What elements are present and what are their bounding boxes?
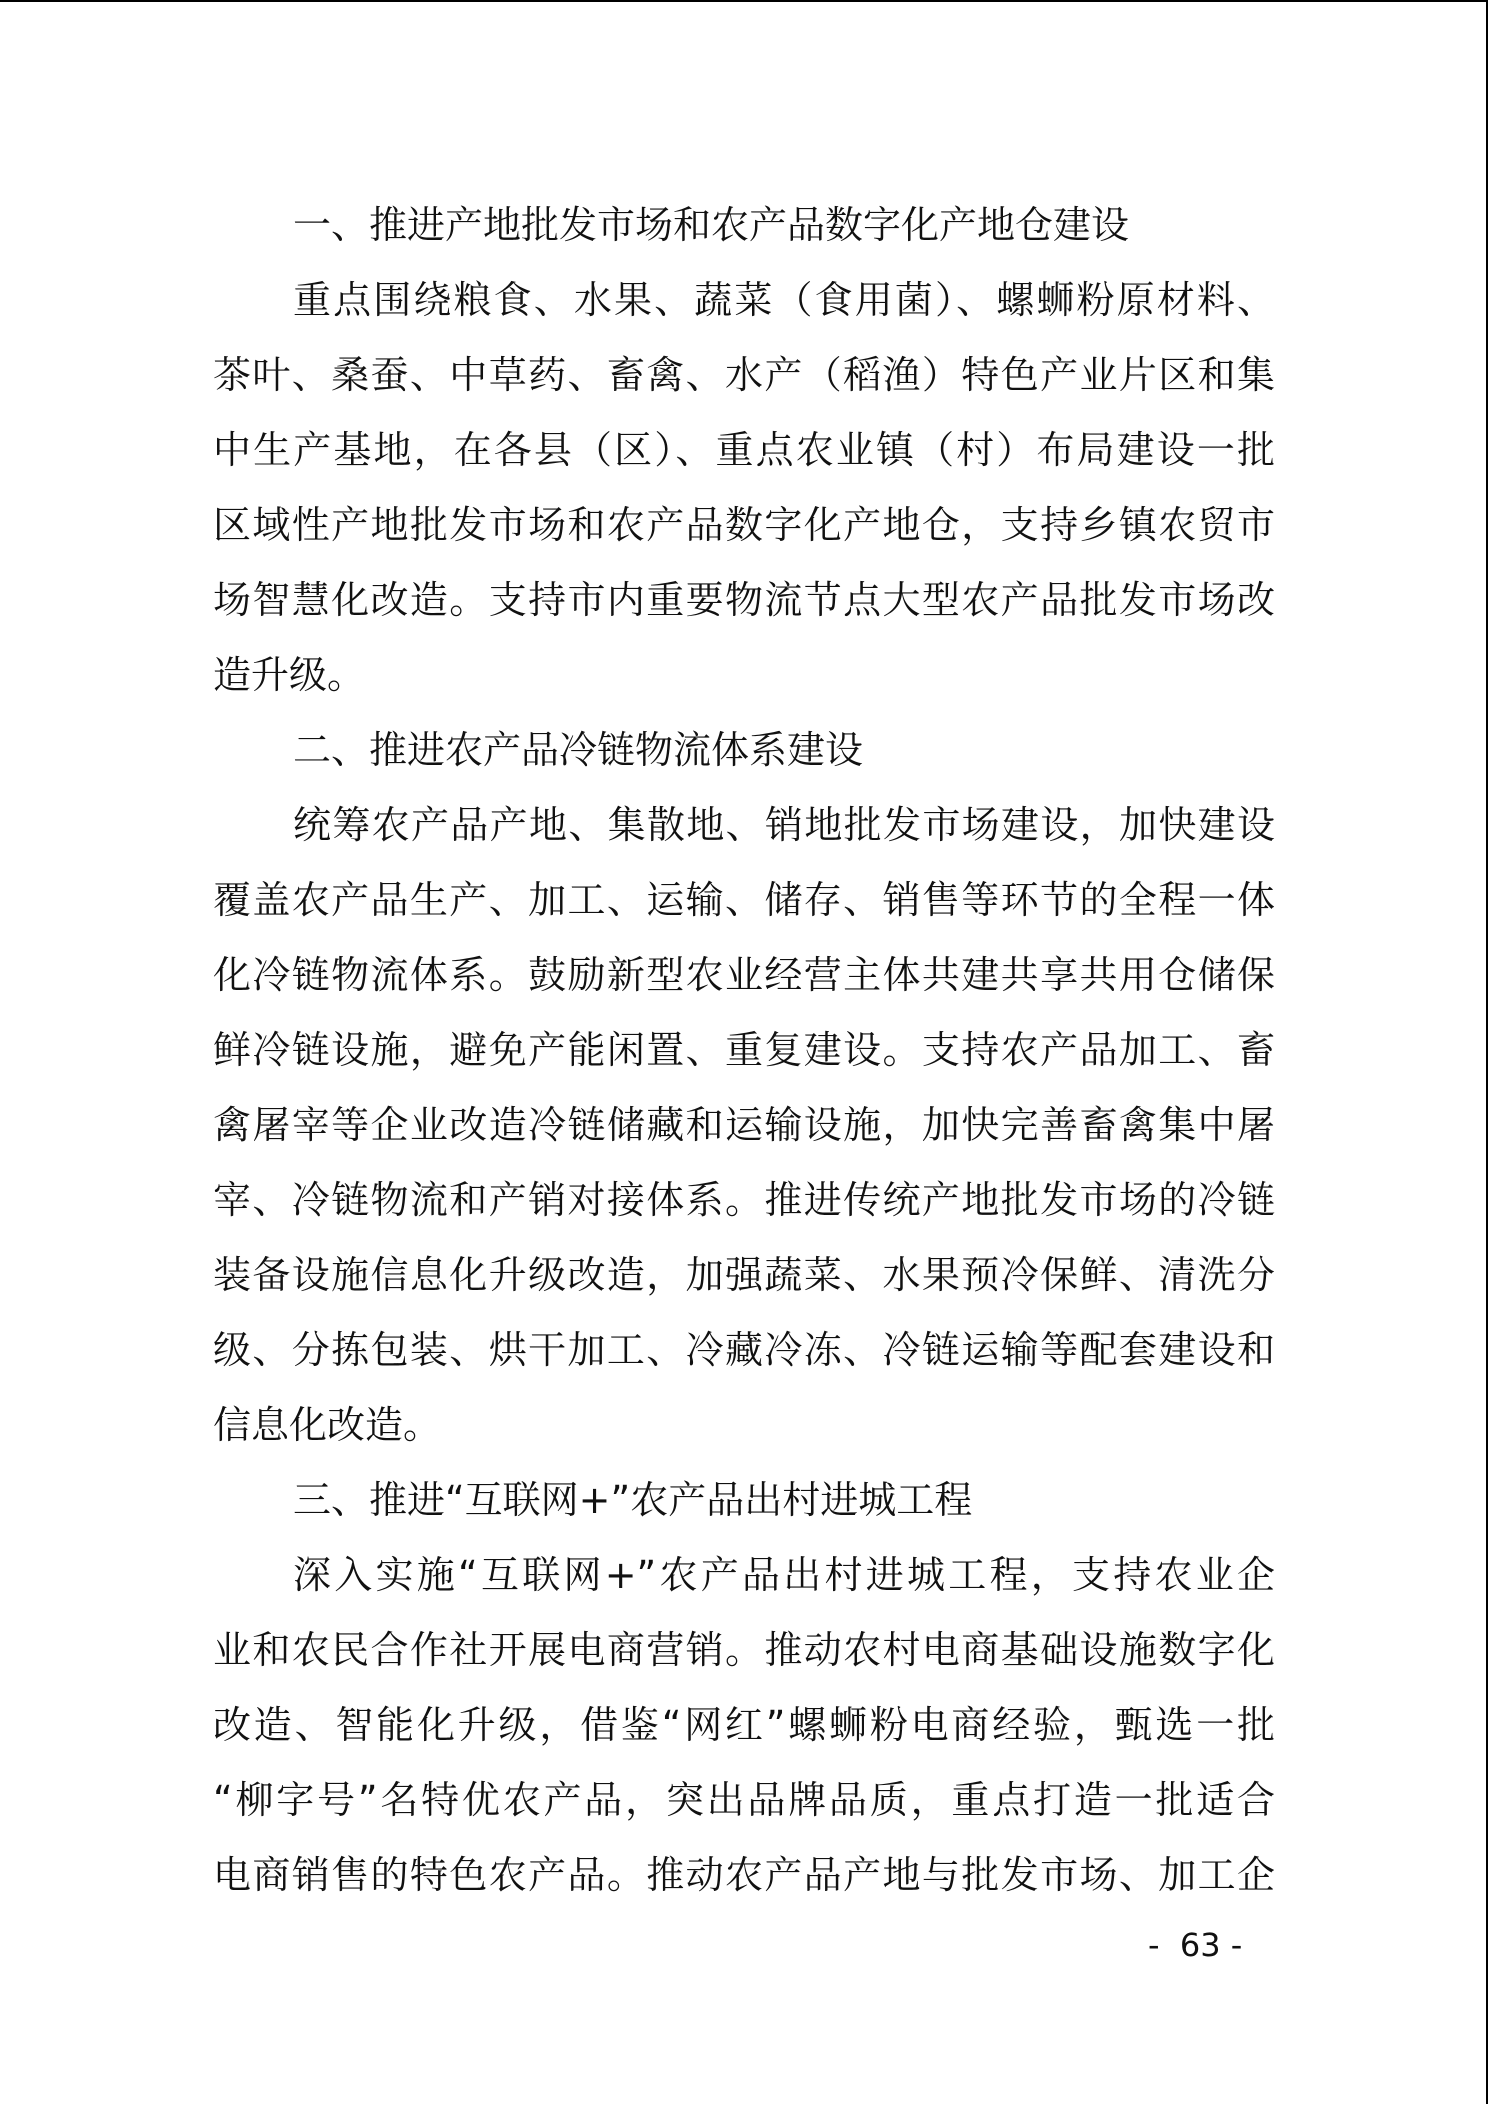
- paragraph-line: 覆盖农产品生产、加工、运输、储存、销售等环节的全程一体: [213, 878, 1275, 922]
- paragraph-line: 化冷链物流体系。鼓励新型农业经营主体共建共享共用仓储保: [213, 953, 1275, 997]
- section-heading-1: 一、推进产地批发市场和农产品数字化产地仓建设: [293, 203, 1130, 247]
- section-heading-2: 二、推进农产品冷链物流体系建设: [293, 728, 864, 772]
- paragraph-line: 统筹农产品产地、集散地、销地批发市场建设，加快建设: [293, 803, 1275, 847]
- paragraph-line: 级、分拣包装、烘干加工、冷藏冷冻、冷链运输等配套建设和: [213, 1328, 1275, 1372]
- paragraph-line: 改造、智能化升级，借鉴“网红”螺蛳粉电商经验，甄选一批: [213, 1703, 1275, 1747]
- document-body: [213, 188, 1275, 1913]
- paragraph-line: 电商销售的特色农产品。推动农产品产地与批发市场、加工企: [213, 1853, 1275, 1897]
- paragraph-line: 宰、冷链物流和产销对接体系。推进传统产地批发市场的冷链: [213, 1178, 1275, 1222]
- paragraph-line: 茶叶、桑蚕、中草药、畜禽、水产（稻渔）特色产业片区和集: [213, 353, 1275, 397]
- paragraph-line: 场智慧化改造。支持市内重要物流节点大型农产品批发市场改: [213, 578, 1275, 622]
- page-number: - 63 -: [1148, 1926, 1243, 1964]
- paragraph-line: 重点围绕粮食、水果、蔬菜（食用菌）、螺蛳粉原材料、: [293, 278, 1275, 322]
- paragraph-line: 造升级。: [213, 653, 366, 697]
- paragraph-line: 装备设施信息化升级改造，加强蔬菜、水果预冷保鲜、清洗分: [213, 1253, 1275, 1297]
- paragraph-line: “柳字号”名特优农产品，突出品牌品质，重点打造一批适合: [213, 1778, 1275, 1822]
- paragraph-line: 信息化改造。: [213, 1403, 442, 1447]
- page-top-border: [0, 0, 1488, 2]
- paragraph-line: 区域性产地批发市场和农产品数字化产地仓，支持乡镇农贸市: [213, 503, 1275, 547]
- paragraph-line: 中生产基地，在各县（区）、重点农业镇（村）布局建设一批: [213, 428, 1275, 472]
- paragraph-line: 鲜冷链设施，避免产能闲置、重复建设。支持农产品加工、畜: [213, 1028, 1275, 1072]
- paragraph-line: 业和农民合作社开展电商营销。推动农村电商基础设施数字化: [213, 1628, 1275, 1672]
- paragraph-line: 禽屠宰等企业改造冷链储藏和运输设施，加快完善畜禽集中屠: [213, 1103, 1275, 1147]
- section-heading-3: 三、推进“互联网+”农产品出村进城工程: [293, 1478, 973, 1522]
- paragraph-line: 深入实施“互联网+”农产品出村进城工程，支持农业企: [293, 1553, 1275, 1597]
